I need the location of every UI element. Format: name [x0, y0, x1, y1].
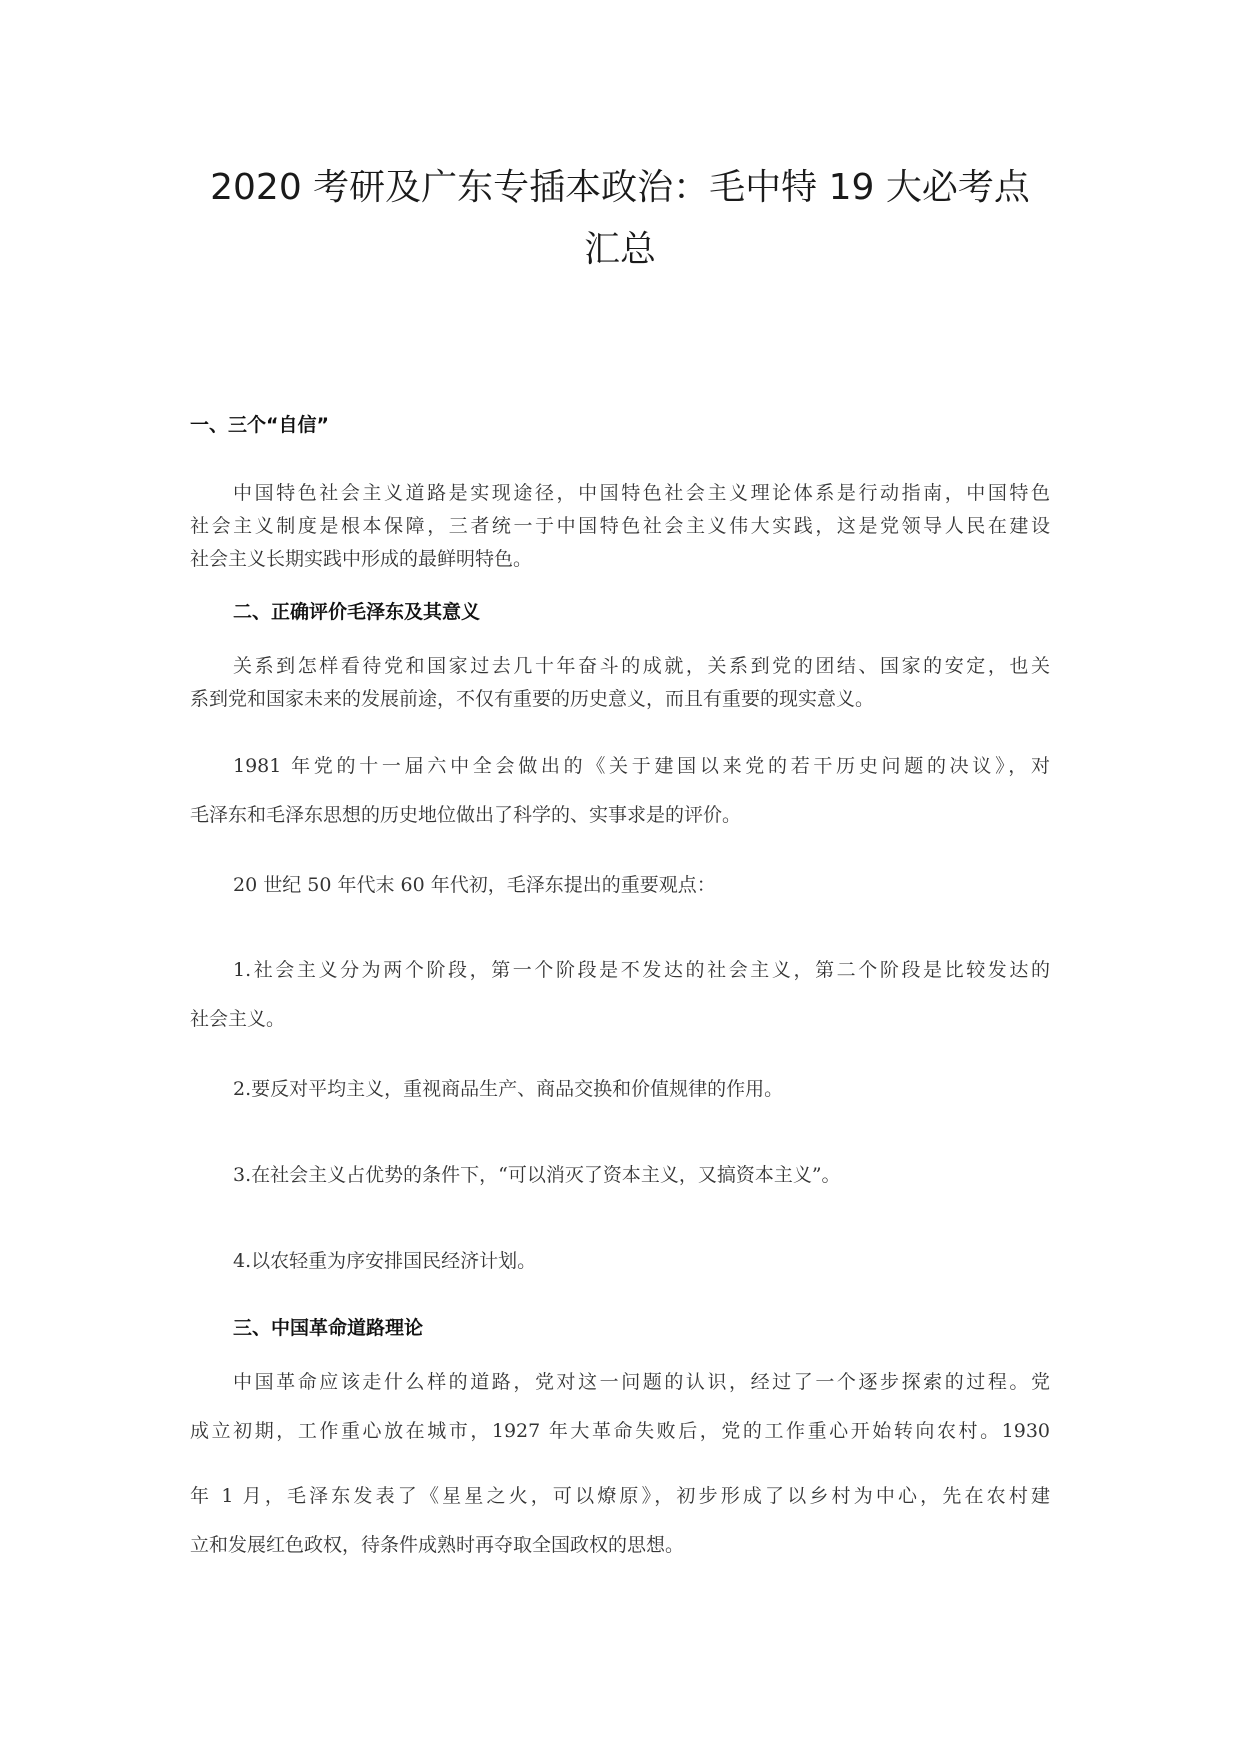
section1-heading: 一、三个“自信”	[190, 414, 329, 436]
text-line: 1981 年党的十一届六中全会做出的《关于建国以来党的若干历史问题的决议》，对	[233, 755, 1050, 777]
section2-item2: 2.要反对平均主义，重视商品生产、商品交换和价值规律的作用。	[233, 1078, 784, 1100]
section3-heading: 三、中国革命道路理论	[233, 1317, 424, 1339]
text-line: 中国特色社会主义道路是实现途径，中国特色社会主义理论体系是行动指南，中国特色	[233, 482, 1050, 504]
text-line: 社会主义制度是根本保障，三者统一于中国特色社会主义伟大实践，这是党领导人民在建设	[190, 515, 1050, 537]
text-line: 1.社会主义分为两个阶段，第一个阶段是不发达的社会主义，第二个阶段是比较发达的	[233, 959, 1050, 981]
text-line: 毛泽东和毛泽东思想的历史地位做出了科学的、实事求是的评价。	[190, 804, 742, 826]
section2-paragraph3: 20 世纪 50 年代末 60 年代初，毛泽东提出的重要观点：	[233, 874, 716, 896]
section2-item4: 4.以农轻重为序安排国民经济计划。	[233, 1250, 537, 1272]
text-line: 关系到怎样看待党和国家过去几十年奋斗的成就，关系到党的团结、国家的安定，也关	[233, 655, 1050, 677]
text-line: 系到党和国家未来的发展前途，不仅有重要的历史意义，而且有重要的现实意义。	[190, 688, 875, 710]
document-title-line2: 汇总	[583, 229, 656, 270]
document-title-line1: 2020 考研及广东专插本政治：毛中特 19 大必考点	[210, 167, 1030, 208]
text-line: 社会主义长期实践中形成的最鲜明特色。	[190, 548, 533, 570]
text-line: 立和发展红色政权，待条件成熟时再夺取全国政权的思想。	[190, 1534, 685, 1556]
text-line: 年 1 月，毛泽东发表了《星星之火，可以燎原》，初步形成了以乡村为中心，先在农村建	[190, 1485, 1050, 1507]
section2-item3: 3.在社会主义占优势的条件下，“可以消灭了资本主义，又搞资本主义”。	[233, 1164, 841, 1186]
text-line: 社会主义。	[190, 1008, 286, 1030]
section2-heading: 二、正确评价毛泽东及其意义	[233, 601, 481, 623]
text-line: 中国革命应该走什么样的道路，党对这一问题的认识，经过了一个逐步探索的过程。党	[233, 1371, 1050, 1393]
text-line: 成立初期，工作重心放在城市，1927 年大革命失败后，党的工作重心开始转向农村。1930	[190, 1420, 1050, 1442]
